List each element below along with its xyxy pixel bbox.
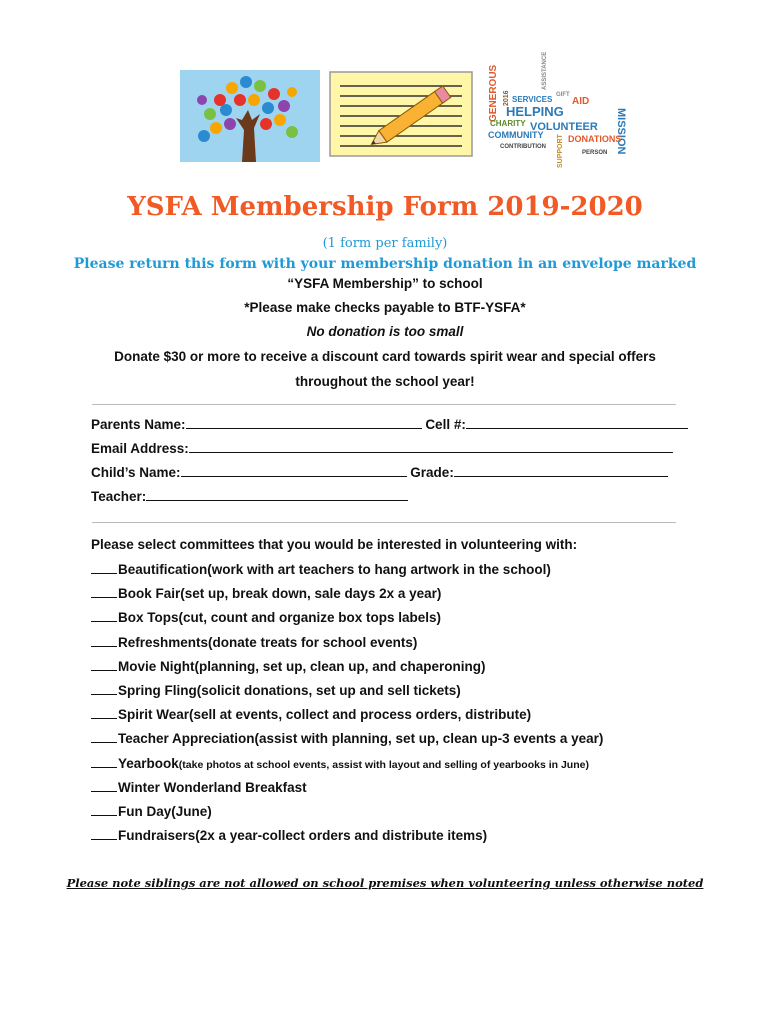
notepad-pencil-image: [328, 70, 474, 158]
yearbook-detail: (take photos at school events, assist with layout and selling of yearbooks in June): [178, 758, 589, 771]
parents-name-field[interactable]: [186, 416, 422, 429]
cell-field[interactable]: [466, 416, 688, 429]
word-cloud-word: ASSISTANCE: [542, 51, 548, 90]
word-cloud-word: VOLUNTEER: [530, 121, 598, 133]
committee-checkbox[interactable]: [91, 658, 117, 671]
committee-item-spring-fling: Spring Fling(solicit donations, set up and sell tickets): [91, 682, 603, 706]
committee-checkbox[interactable]: [91, 609, 117, 622]
word-cloud-word: GIFT: [556, 92, 570, 98]
divider-top: [92, 404, 676, 405]
committee-checkbox[interactable]: [91, 755, 117, 768]
committee-checkbox[interactable]: [91, 730, 117, 743]
form-title: YSFA Membership Form 2019-2020: [127, 192, 643, 222]
word-cloud-word: SERVICES: [512, 95, 553, 104]
word-cloud-word: SUPPORT: [557, 134, 564, 168]
committee-item-refreshments: Refreshments(donate treats for school events): [91, 634, 603, 658]
cell-label: Cell #:: [425, 417, 466, 432]
divider-bottom: [92, 522, 676, 523]
donate-offer-line-1: Donate $30 or more to receive a discount card towards spirit wear and special offers: [114, 349, 656, 364]
envelope-label: “YSFA Membership” to school: [287, 276, 483, 291]
word-cloud-word: COMMUNITY: [488, 130, 544, 140]
word-cloud-word: DONATIONS: [568, 134, 622, 144]
committee-heading: Please select committees that you would be interested in volunteering with:: [91, 537, 578, 552]
email-row: [91, 440, 673, 456]
word-cloud-word: CONTRIBUTION: [500, 144, 546, 150]
per-family-note: (1 form per family): [322, 236, 448, 251]
committee-item-teacher-appreciation: Teacher Appreciation(assist with planning, set up, clean up-3 events a year): [91, 730, 603, 754]
committee-checkbox[interactable]: [91, 585, 117, 598]
grade-label: Grade:: [410, 465, 454, 480]
committee-item-winter-wonderland: Winter Wonderland Breakfast: [91, 779, 603, 803]
email-label: Email Address:: [91, 441, 189, 456]
teacher-field[interactable]: [146, 488, 408, 501]
grade-field[interactable]: [454, 464, 668, 477]
donate-offer-line-2: throughout the school year!: [295, 374, 475, 389]
committee-item-beautification: Beautification(work with art teachers to hang artwork in the school): [91, 561, 603, 585]
siblings-note: Please note siblings are not allowed on school premises when volunteering unless otherwise noted: [66, 876, 704, 890]
child-grade-row: [91, 464, 668, 480]
committee-checkbox[interactable]: [91, 561, 117, 574]
teacher-label: Teacher:: [91, 489, 147, 504]
volunteer-word-cloud-image: [486, 51, 640, 168]
committee-checkbox[interactable]: [91, 779, 117, 792]
word-cloud-word: MISSION: [615, 108, 627, 155]
parents-name-label: Parents Name:: [91, 417, 186, 432]
committee-checkbox[interactable]: [91, 706, 117, 719]
word-cloud-word: 2016: [503, 90, 510, 106]
committee-checkbox[interactable]: [91, 634, 117, 647]
return-instruction: Please return this form with your membership donation in an envelope marked: [73, 256, 697, 272]
childs-name-field[interactable]: [181, 464, 407, 477]
committee-item-spirit-wear: Spirit Wear(sell at events, collect and process orders, distribute): [91, 706, 603, 730]
committee-item-fundraisers: Fundraisers(2x a year-collect orders and distribute items): [91, 827, 603, 851]
committee-item-book-fair: Book Fair(set up, break down, sale days 2x a year): [91, 585, 603, 609]
word-cloud-word: AID: [572, 96, 590, 107]
committee-item-yearbook: Yearbook (take photos at school events, assist with layout and selling of yearbooks in June): [91, 755, 603, 779]
committee-checkbox[interactable]: [91, 682, 117, 695]
word-cloud-word: GENEROUS: [488, 64, 499, 122]
word-cloud-word: HELPING: [506, 104, 564, 119]
childs-name-label: Child’s Name:: [91, 465, 181, 480]
word-cloud-word: CHARITY: [490, 119, 526, 128]
checks-payable: *Please make checks payable to BTF-YSFA*: [244, 300, 526, 315]
committee-list: [91, 561, 603, 851]
committee-checkbox[interactable]: [91, 827, 117, 840]
parents-cell-row: [91, 416, 688, 432]
committee-item-movie-night: Movie Night(planning, set up, clean up, and chaperoning): [91, 658, 603, 682]
word-cloud-word: PERSON: [582, 150, 608, 156]
header-images: [0, 51, 770, 170]
email-field[interactable]: [189, 440, 673, 453]
committee-checkbox[interactable]: [91, 803, 117, 816]
no-donation-small: No donation is too small: [306, 324, 464, 339]
hand-tree-image: [180, 70, 320, 162]
teacher-row: [91, 488, 408, 504]
committee-item-box-tops: Box Tops(cut, count and organize box tops labels): [91, 609, 603, 633]
committee-item-fun-day: Fun Day(June): [91, 803, 603, 827]
